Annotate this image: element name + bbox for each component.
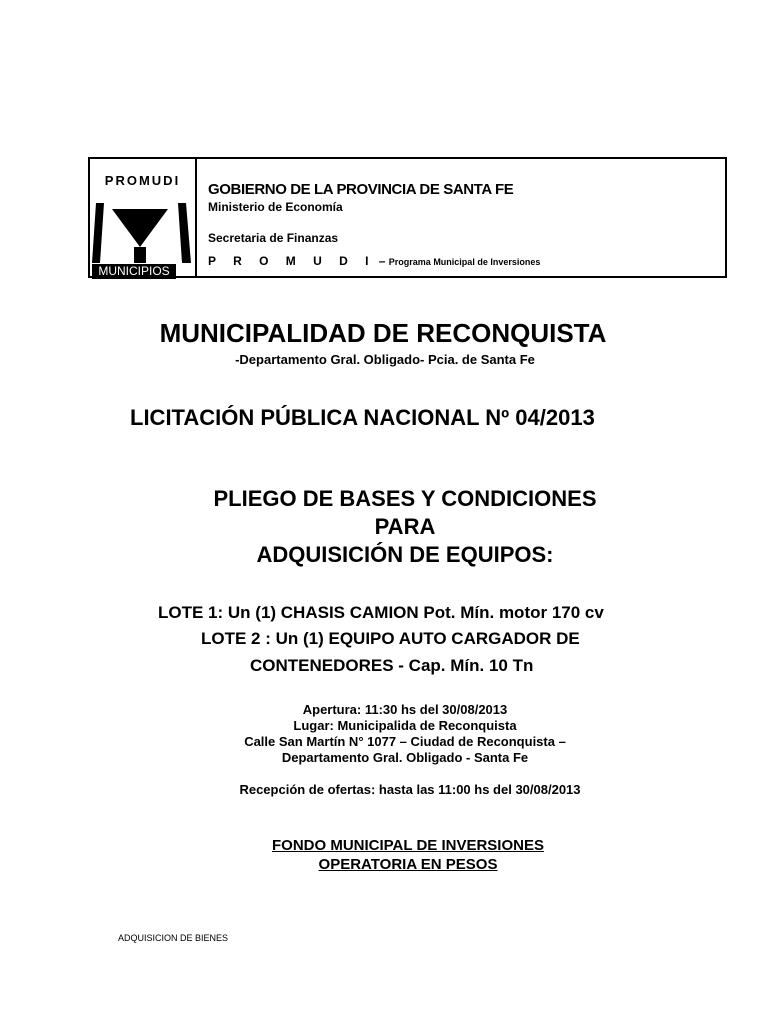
program-dash: – <box>375 254 389 268</box>
footer-text: ADQUISICION DE BIENES <box>118 933 229 943</box>
secretariat-name: Secretaria de Finanzas <box>208 231 339 245</box>
municipality-title: MUNICIPALIDAD DE RECONQUISTA <box>159 318 607 348</box>
header-box <box>88 157 727 278</box>
pliego-line-3: ADQUISICIÓN DE EQUIPOS: <box>256 542 554 567</box>
pliego-line-1: PLIEGO DE BASES Y CONDICIONES <box>213 486 597 511</box>
lot-2-line-2: CONTENEDORES - Cap. Mín. 10 Tn <box>250 656 534 675</box>
address: Calle San Martín N° 1077 – Ciudad de Reconquista – <box>244 734 566 749</box>
lugar: Lugar: Municipalida de Reconquista <box>293 718 517 733</box>
reception-deadline: Recepción de ofertas: hasta las 11:00 hs del 30/08/2013 <box>239 782 581 797</box>
logo-word: PROMUDI <box>104 173 181 188</box>
fondo-line-1 <box>23 837 770 854</box>
pliego-line-2: PARA <box>374 514 436 539</box>
logo-municipios-label: MUNICIPIOS <box>92 264 176 279</box>
program-name: Programa Municipal de Inversiones <box>388 257 541 267</box>
ministry-name: Ministerio de Economía <box>208 200 343 214</box>
promudi-logo <box>90 159 197 276</box>
lot-2-line-1: LOTE 2 : Un (1) EQUIPO AUTO CARGADOR DE <box>201 629 580 648</box>
department-location: Departamento Gral. Obligado - Santa Fe <box>281 750 529 765</box>
government-name: GOBIERNO DE LA PROVINCIA DE SANTA FE <box>208 181 514 198</box>
department-subtitle: -Departamento Gral. Obligado- Pcia. de Santa Fe <box>235 352 535 367</box>
header-text <box>208 159 725 276</box>
tender-title: LICITACIÓN PÚBLICA NACIONAL Nº 04/2013 <box>130 405 595 430</box>
fondo-line-2 <box>23 856 770 873</box>
fondo-line-2-text: OPERATORIA EN PESOS <box>318 856 498 873</box>
fondo-line-1-text: FONDO MUNICIPAL DE INVERSIONES <box>272 837 544 854</box>
program-code: P R O M U D I <box>208 254 376 268</box>
lot-1: LOTE 1: Un (1) CHASIS CAMION Pot. Mín. motor 170 cv <box>158 603 604 622</box>
apertura: Apertura: 11:30 hs del 30/08/2013 <box>302 702 508 717</box>
program-line <box>208 254 540 268</box>
m-logo-icon <box>92 203 191 263</box>
